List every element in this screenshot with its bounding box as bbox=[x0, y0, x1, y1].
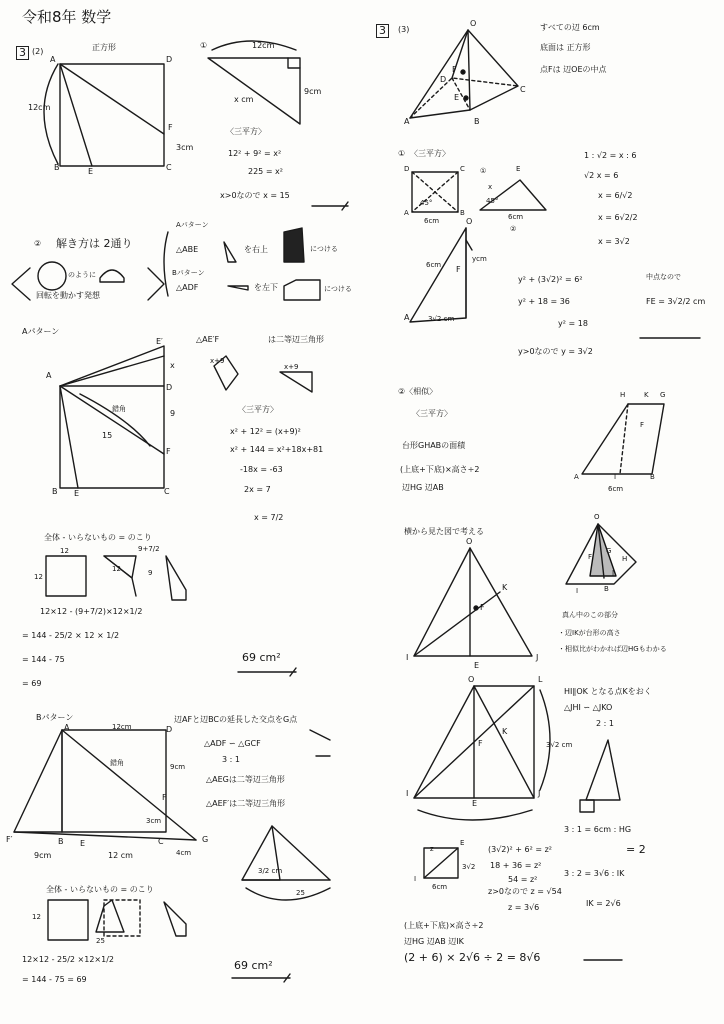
rt-six: 6cm bbox=[508, 213, 524, 221]
b-pt-G: G bbox=[202, 835, 209, 844]
pyramid-diagram bbox=[410, 30, 518, 118]
final-1: (上底+下底)×高さ÷2 bbox=[404, 921, 484, 930]
a-nine: 9 bbox=[170, 409, 176, 418]
y-eq3: y² = 18 bbox=[558, 319, 588, 328]
header-title: 令和8年 数学 bbox=[22, 8, 112, 26]
side-F: F bbox=[456, 265, 461, 274]
rt-x: x bbox=[488, 183, 493, 191]
pyr-O: O bbox=[470, 19, 477, 28]
answer-a: 69 cm² bbox=[242, 651, 281, 664]
p2-text: △ADF bbox=[176, 283, 199, 292]
r-pyth2: 〈三平方〉 bbox=[412, 409, 452, 418]
a-pt-F: F bbox=[166, 447, 171, 456]
p3-I: I bbox=[576, 587, 579, 595]
p1-label: Aパターン bbox=[176, 221, 209, 229]
r-circle2: ②〈相似〉 bbox=[398, 387, 438, 396]
a-eq2: x² + 144 = x²+18x+81 bbox=[230, 445, 324, 454]
sim-note1: HI∥OK となる点Kをおく bbox=[564, 687, 652, 696]
wa-12a: 12 bbox=[60, 547, 69, 555]
b-tri-small: 3/2 cm bbox=[258, 867, 283, 875]
whole-a: 全体 - いらないもの = のこり bbox=[44, 533, 152, 542]
big-F: F bbox=[478, 739, 483, 748]
p1-text2: を右上 bbox=[244, 245, 268, 254]
circle-1: ① bbox=[200, 41, 208, 50]
wa-mid: 9+7/2 bbox=[138, 545, 160, 553]
ratio-5: x = 3√2 bbox=[598, 237, 630, 246]
b-cuo: 錯角 bbox=[110, 759, 124, 767]
brace-right bbox=[148, 268, 164, 300]
big-I: I bbox=[406, 789, 409, 798]
big-E: E bbox=[472, 799, 478, 808]
eq-3: x>0なので x = 15 bbox=[220, 191, 290, 200]
z-eq4: z>0なので z = √54 bbox=[488, 887, 562, 896]
t2-J: J bbox=[536, 653, 539, 662]
b-left9: 9cm bbox=[34, 851, 52, 860]
sq-deg: 45° bbox=[420, 199, 433, 207]
side-base: 3√2 cm bbox=[428, 315, 455, 323]
idea-2: 回転を動かす発想 bbox=[36, 291, 100, 300]
eq-2: 225 = x² bbox=[248, 167, 283, 176]
rt-two: ② bbox=[510, 225, 517, 233]
trap-I: I bbox=[614, 473, 617, 481]
circle-2: ② bbox=[34, 239, 42, 248]
right-triangle-1 bbox=[208, 41, 300, 124]
b-note4: △AEGは二等辺三角形 bbox=[206, 775, 285, 784]
wa-l3: = 144 - 75 bbox=[22, 655, 65, 664]
z-eq1: (3√2)² + 6² = z² bbox=[488, 845, 553, 854]
pt-D: D bbox=[166, 55, 173, 64]
y-eq4: y>0なので y = 3√2 bbox=[518, 347, 593, 356]
given-1: すべての辺 6cm bbox=[540, 23, 600, 32]
p3-note3: ・相似比がわかれば辺HGもわかる bbox=[558, 645, 667, 653]
b-title: Bパターン bbox=[36, 713, 74, 722]
given-2: 底面は 正方形 bbox=[540, 43, 591, 52]
wa-12c: 12 bbox=[112, 565, 121, 573]
b-note5: △AEF′は二等辺三角形 bbox=[206, 799, 286, 808]
len-12: 12cm bbox=[28, 103, 51, 112]
b-pt-B: B bbox=[58, 837, 64, 846]
wa-l1: 12×12 - (9+7/2)×12×1/2 bbox=[40, 607, 143, 616]
q33-label: 3 bbox=[376, 24, 389, 38]
given-3: 点Fは 辺OEの中点 bbox=[540, 65, 607, 74]
p2-text3: につける bbox=[324, 285, 352, 293]
trap-A: A bbox=[574, 473, 579, 481]
small-I: I bbox=[414, 875, 417, 883]
trap-F: F bbox=[640, 421, 645, 429]
big-L: L bbox=[538, 675, 543, 684]
t2-K: K bbox=[502, 583, 508, 592]
b-pt-F2: F′ bbox=[6, 835, 13, 844]
area-diagram-b bbox=[48, 900, 186, 940]
ratio-d: IK = 2√6 bbox=[586, 899, 621, 908]
big-J: J bbox=[538, 789, 541, 798]
b-four: 4cm bbox=[176, 849, 192, 857]
ratio-3: x = 6/√2 bbox=[598, 191, 633, 200]
wa-l2: = 144 - 25/2 × 12 × 1/2 bbox=[22, 631, 120, 640]
z-eq5: z = 3√6 bbox=[508, 903, 540, 912]
whole-b: 全体 - いらないもの = のこり bbox=[46, 885, 154, 894]
wa-l4: = 69 bbox=[22, 679, 42, 688]
side-view-triangle bbox=[414, 548, 532, 656]
side-view-note: 横から見た図で考える bbox=[404, 527, 484, 536]
p3-note2: ・辺IKが台形の高さ bbox=[558, 629, 621, 637]
trap-six: 6cm bbox=[608, 485, 624, 493]
area-diagram-a bbox=[46, 556, 186, 600]
pattern-b-diagram bbox=[14, 730, 330, 900]
a-eq4: 2x = 7 bbox=[244, 485, 271, 494]
b-pt-C: C bbox=[158, 837, 164, 846]
len-3: 3cm bbox=[176, 143, 194, 152]
trapezoid bbox=[582, 404, 664, 474]
p3-J: J bbox=[612, 569, 615, 577]
y-eq1: y² + (3√2)² = 6² bbox=[518, 275, 583, 284]
t2-I: I bbox=[406, 653, 409, 662]
square-title: 正方形 bbox=[92, 43, 116, 52]
small-three: 3√2 bbox=[462, 863, 476, 871]
trap-title: 台形GHABの面積 bbox=[402, 441, 466, 450]
a-x: x bbox=[170, 361, 175, 370]
b-note1: 辺AFと辺BCの延長した交点をG点 bbox=[174, 715, 298, 724]
t2-E: E bbox=[474, 661, 480, 670]
pyth-title: 〈三平方〉 bbox=[226, 127, 266, 136]
ratio-2: √2 x = 6 bbox=[584, 171, 619, 180]
side-O: O bbox=[466, 217, 473, 226]
rt-one: ① bbox=[480, 167, 487, 175]
p2-text2: を左下 bbox=[254, 283, 278, 292]
sq-B: B bbox=[460, 209, 465, 217]
sim-note3: 2 : 1 bbox=[596, 719, 614, 728]
a-eq3: -18x = -63 bbox=[240, 465, 283, 474]
a-fifteen: 15 bbox=[102, 431, 113, 440]
ratio-b: = 2 bbox=[626, 843, 646, 856]
square-diagram bbox=[44, 64, 164, 166]
small-pyramid bbox=[566, 524, 636, 584]
answer-b: 69 cm² bbox=[234, 959, 273, 972]
b-note3: 3 : 1 bbox=[222, 755, 240, 764]
a-side1: x+9 bbox=[210, 357, 225, 365]
small-E: E bbox=[460, 839, 465, 847]
sim-note2: △JHI ∽ △JKO bbox=[564, 703, 613, 712]
z-eq2: 18 + 36 = z² bbox=[490, 861, 542, 870]
r-circle1: ① bbox=[398, 149, 406, 158]
pyr-C: C bbox=[520, 85, 526, 94]
pyr-E: E bbox=[454, 93, 460, 102]
rt-E: E bbox=[516, 165, 521, 173]
p3-G: G bbox=[606, 547, 612, 555]
t2-O: O bbox=[466, 537, 473, 546]
b-nine: 9cm bbox=[170, 763, 186, 771]
wa-9: 9 bbox=[148, 569, 153, 577]
trap-B: B bbox=[650, 473, 655, 481]
wb-l1: 12×12 - 25/2 ×12×1/2 bbox=[22, 955, 115, 964]
b-pt-E: E bbox=[80, 839, 86, 848]
q33-number: (3) bbox=[398, 25, 410, 34]
brace-left bbox=[12, 268, 30, 300]
wa-12b: 12 bbox=[34, 573, 43, 581]
pt-B: B bbox=[54, 163, 60, 172]
b-pt-A: A bbox=[64, 723, 70, 732]
z-eq3: 54 = z² bbox=[508, 875, 538, 884]
ratio-c: 3 : 2 = 3√6 : IK bbox=[564, 869, 625, 878]
wb-12: 12 bbox=[32, 913, 41, 921]
big-len: 3√2 cm bbox=[546, 741, 573, 749]
a-eq1: x² + 12² = (x+9)² bbox=[230, 427, 301, 436]
pyr-B: B bbox=[474, 117, 480, 126]
pt-F: F bbox=[168, 123, 173, 132]
a-pt-E: E bbox=[74, 489, 80, 498]
rt-deg: 45° bbox=[486, 197, 499, 205]
fe-eq: FE = 3√2/2 cm bbox=[646, 297, 706, 306]
a-pt-C: C bbox=[164, 487, 170, 496]
pt-C: C bbox=[166, 163, 172, 172]
trap-G: G bbox=[660, 391, 666, 399]
mid-note: 中点なので bbox=[646, 273, 681, 281]
a-side2: x+9 bbox=[284, 363, 299, 371]
b-top12: 12cm bbox=[112, 723, 132, 731]
small-z: z bbox=[430, 845, 434, 853]
final-2: 辺HG 辺AB 辺IK bbox=[404, 937, 464, 946]
pyr-D: D bbox=[440, 75, 447, 84]
ratio-a: 3 : 1 = 6cm : HG bbox=[564, 825, 632, 834]
pt-A: A bbox=[50, 55, 56, 64]
big-O: O bbox=[468, 675, 475, 684]
brace bbox=[164, 232, 168, 296]
p1-text: △ABE bbox=[176, 245, 199, 254]
a-angle: 錯角 bbox=[112, 405, 126, 413]
t2-F: F bbox=[480, 603, 485, 612]
b-note2: △ADF ∽ △GCF bbox=[204, 739, 261, 748]
pt-E: E bbox=[88, 167, 94, 176]
a-pt-E2: E′ bbox=[156, 337, 163, 346]
y-eq2: y² + 18 = 36 bbox=[518, 297, 570, 306]
a-title: Aパターン bbox=[22, 327, 60, 336]
a-pt-A: A bbox=[46, 371, 52, 380]
a-pt-D: D bbox=[166, 383, 173, 392]
p3-O: O bbox=[594, 513, 600, 521]
big-K: K bbox=[502, 727, 508, 736]
eq-1: 12² + 9² = x² bbox=[228, 149, 282, 158]
idea-1: のように bbox=[68, 271, 96, 279]
small-six: 6cm bbox=[432, 883, 448, 891]
side-six: 6cm bbox=[426, 261, 442, 269]
trap-K: K bbox=[644, 391, 649, 399]
a-pyth: 〈三平方〉 bbox=[238, 405, 278, 414]
final-3: (2 + 6) × 2√6 ÷ 2 = 8√6 bbox=[404, 951, 541, 964]
p3-B: B bbox=[604, 585, 609, 593]
sq-A: A bbox=[404, 209, 409, 217]
ratio-4: x = 6√2/2 bbox=[598, 213, 638, 222]
trap-formula: (上底+下底)×高さ÷2 bbox=[400, 465, 480, 474]
p1-text3: につける bbox=[310, 245, 338, 253]
p3-note1: 真ん中のこの部分 bbox=[562, 611, 618, 619]
b-bottom: 12 cm bbox=[108, 851, 133, 860]
side-triangle bbox=[410, 228, 472, 322]
side-y: ycm bbox=[472, 255, 487, 263]
q32-label: 3 bbox=[16, 46, 29, 60]
ratio-1: 1 : √2 = x : 6 bbox=[584, 151, 637, 160]
q32-number: (2) bbox=[32, 47, 44, 56]
trap-H: H bbox=[620, 391, 626, 399]
a-eq5: x = 7/2 bbox=[254, 513, 284, 522]
sq-side: 6cm bbox=[424, 217, 440, 225]
p3-H: H bbox=[622, 555, 628, 563]
side-A: A bbox=[404, 313, 410, 322]
sq-C: C bbox=[460, 165, 465, 173]
r-pyth: 〈三平方〉 bbox=[410, 149, 450, 158]
pyr-A: A bbox=[404, 117, 410, 126]
iso-text: △AE′F bbox=[196, 335, 220, 344]
tri-hyp: x cm bbox=[234, 95, 254, 104]
wb-l2: = 144 - 75 = 69 bbox=[22, 975, 87, 984]
sol-header: 解き方は 2通り bbox=[56, 237, 133, 250]
sq-D: D bbox=[404, 165, 410, 173]
b-pt-D: D bbox=[166, 725, 173, 734]
tri-top: 12cm bbox=[252, 41, 275, 50]
b-tri-bot: 25 bbox=[296, 889, 305, 897]
iso-text2: は二等辺三角形 bbox=[268, 335, 324, 344]
a-pt-B: B bbox=[52, 487, 58, 496]
p2-label: Bパターン bbox=[172, 269, 205, 277]
tri-right: 9cm bbox=[304, 87, 322, 96]
wb-25: 25 bbox=[96, 937, 105, 945]
b-three: 3cm bbox=[146, 817, 162, 825]
b-pt-F: F bbox=[162, 793, 167, 802]
pyr-F: F bbox=[452, 65, 457, 74]
p3-F: F bbox=[588, 553, 593, 561]
trap-formula2: 辺HG 辺AB bbox=[402, 483, 444, 492]
